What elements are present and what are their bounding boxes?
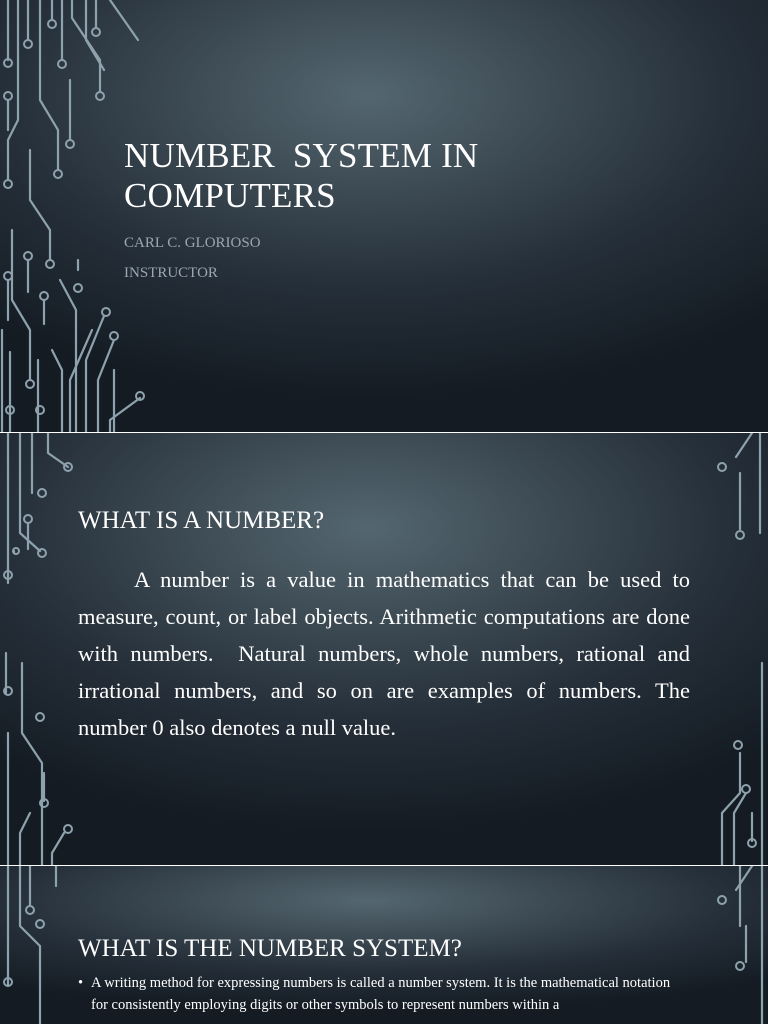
content-slide-what-is-a-number	[0, 433, 768, 865]
list-item	[78, 972, 690, 1016]
author-name: CARL C. GLORIOSO	[124, 235, 261, 251]
author-role: INSTRUCTOR	[124, 265, 218, 281]
content-slide-number-system	[0, 866, 768, 1024]
bullet-text: A writing method for expressing numbers is called a number system. It is the mathematical notation for consistently employing digits or other symbols to represent numbers within a	[91, 975, 671, 1013]
bullet-icon: •	[78, 975, 84, 991]
slide-heading: WHAT IS THE NUMBER SYSTEM?	[78, 935, 462, 962]
bullet-list	[78, 972, 690, 1016]
title-slide	[0, 0, 768, 432]
definition-paragraph: A number is a value in mathematics that can be used to measure, count, or label objects. Arithmetic computations are done with numbers. Natural numbers, whole numbers, rational and irrational numbers, and so on are examples of numbers. The number 0 also denotes a null value.	[78, 567, 696, 740]
slide-heading: WHAT IS A NUMBER?	[78, 507, 325, 534]
circuit-board-decoration	[0, 0, 768, 432]
presentation-title: NUMBER SYSTEM IN COMPUTERS	[124, 136, 488, 215]
